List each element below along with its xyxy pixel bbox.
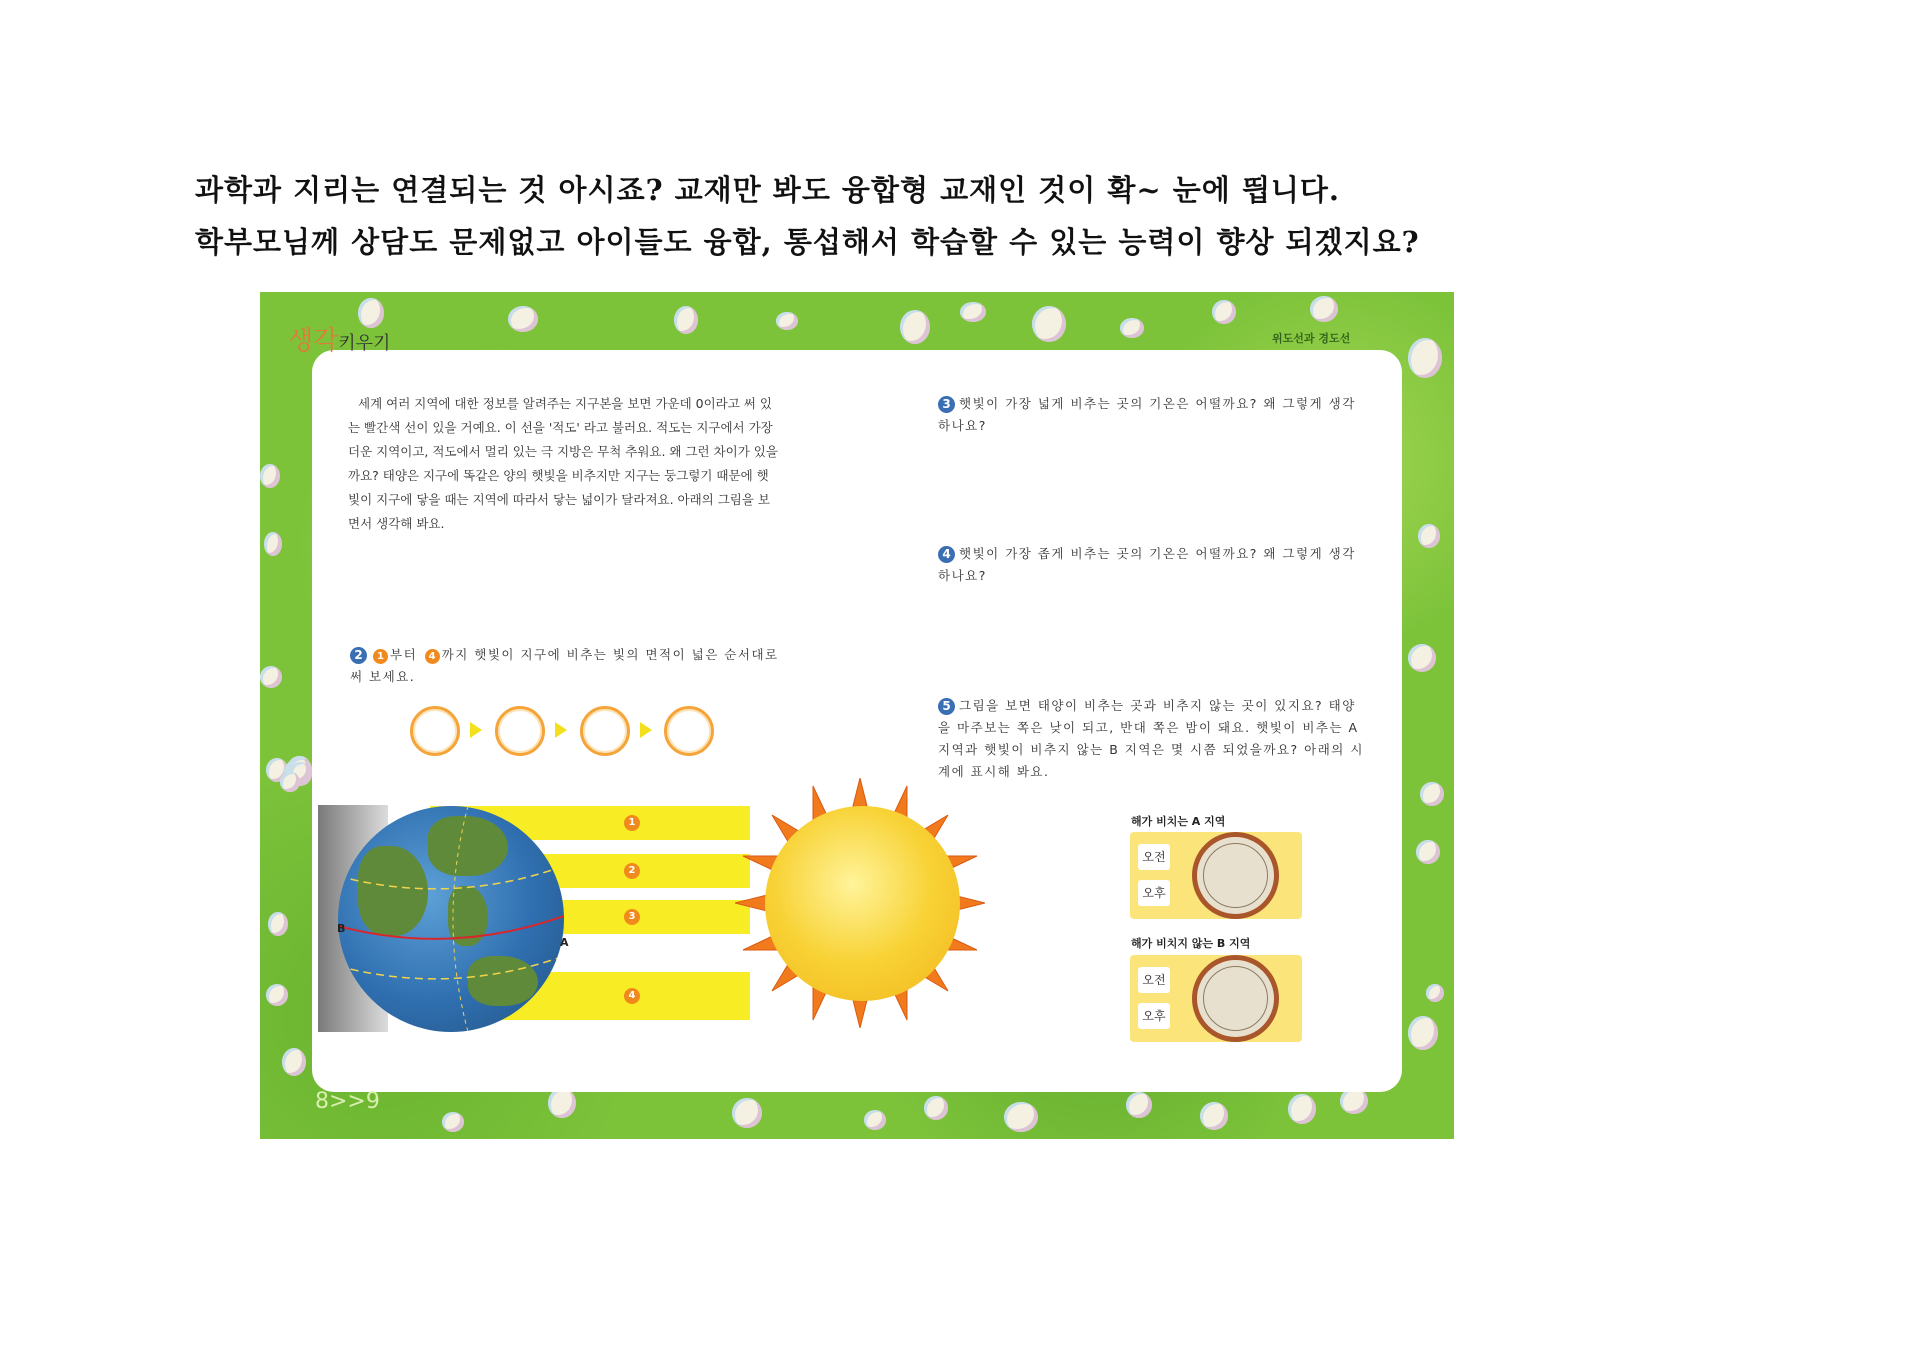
clock-inner-ring <box>1203 966 1268 1031</box>
decor-dot <box>776 312 798 330</box>
band-number: 3 <box>624 909 640 925</box>
band-number-from: 1 <box>373 649 388 664</box>
clock-face-icon[interactable] <box>1192 955 1279 1042</box>
decor-dot <box>282 1048 306 1076</box>
band-number: 2 <box>624 863 640 879</box>
answer-ring[interactable] <box>580 706 630 756</box>
decor-dot <box>1408 644 1436 672</box>
question-number: 4 <box>938 546 955 563</box>
arrow-right-icon <box>640 722 652 738</box>
decor-dot <box>924 1096 948 1120</box>
question-number: 2 <box>350 647 367 664</box>
clock-b-label: 해가 비치지 않는 B 지역 <box>1131 937 1251 950</box>
page-numbers: 8>>9 <box>315 1089 380 1114</box>
decor-dot <box>1120 318 1144 338</box>
decor-dot <box>1408 338 1442 378</box>
headline-line-1: 과학과 지리는 연결되는 것 아시죠? 교재만 봐도 융합형 교재인 것이 확~ 눈에 띕니다. <box>195 173 1341 207</box>
decor-dot <box>900 310 930 344</box>
decor-dot <box>260 666 282 688</box>
logo-big-text: 생각 <box>288 326 339 356</box>
answer-ring[interactable] <box>410 706 460 756</box>
decor-dot <box>1004 1102 1038 1132</box>
question-text: 햇빛이 가장 좁게 비추는 곳의 기온은 어떨까요? 왜 그렇게 생각하나요? <box>938 546 1356 583</box>
band-number: 1 <box>624 815 640 831</box>
arrow-right-icon <box>470 722 482 738</box>
band-number: 4 <box>624 988 640 1004</box>
band-number-to: 4 <box>425 649 440 664</box>
intro-paragraph: 세계 여러 지역에 대한 정보를 알려주는 지구본을 보면 가운데 0이라고 써 있는 빨간색 선이 있을 거예요. 이 선을 '적도' 라고 불러요. 적도는 지구에서 가장 더운 지역이고, 적도에서 멀리 있는 극 지방은 무척 추워요. 왜 그런 차이가 있을까요? 태양은 지구에 똑같은 양의 햇빛을 비추지만 지구는 둥그렇기 때문에 햇빛이 지구에 닿을 때는 지역에 따라서 닿는 넓이가 달라져요. 아래의 그림을 보면서 생각해 봐요. <box>348 396 778 531</box>
decor-dot <box>280 772 300 792</box>
am-button[interactable]: 오전 <box>1138 844 1170 870</box>
point-b-label: B <box>337 922 346 935</box>
topic-label: 위도선과 경도선 <box>1272 332 1351 345</box>
decor-dot <box>1200 1102 1228 1130</box>
decor-dot <box>264 532 282 556</box>
section-logo <box>288 320 390 357</box>
point-a-label: A <box>560 936 569 949</box>
am-button[interactable]: 오전 <box>1138 967 1170 993</box>
question-number: 5 <box>938 698 955 715</box>
question-3 <box>938 393 1368 437</box>
decor-dot <box>1288 1094 1316 1124</box>
decor-dot <box>548 1088 576 1118</box>
question-number: 3 <box>938 396 955 413</box>
decor-dot <box>1426 984 1444 1002</box>
question-2 <box>350 644 780 688</box>
decor-dot <box>266 984 288 1006</box>
decor-dot <box>1416 840 1440 864</box>
decor-dot <box>864 1110 886 1130</box>
question-4 <box>938 543 1368 587</box>
decor-dot <box>1420 782 1444 806</box>
decor-dot <box>1032 306 1066 342</box>
clock-a-label: 해가 비치는 A 지역 <box>1131 815 1226 828</box>
clock-a-panel <box>1130 832 1302 919</box>
decor-dot <box>1126 1092 1152 1118</box>
clock-b-panel <box>1130 955 1302 1042</box>
answer-ring[interactable] <box>495 706 545 756</box>
clock-inner-ring <box>1203 843 1268 908</box>
logo-small-text: 키우기 <box>338 333 391 354</box>
decor-dot <box>508 306 538 332</box>
decor-dot <box>674 306 698 334</box>
clock-face-icon[interactable] <box>1192 832 1279 919</box>
answer-ring[interactable] <box>664 706 714 756</box>
decor-dot <box>1408 1016 1438 1050</box>
question-text-part: 부터 <box>390 647 418 662</box>
decor-dot <box>1418 524 1440 548</box>
decor-dot <box>268 912 288 936</box>
headline-line-2: 학부모님께 상담도 문제없고 아이들도 융합, 통섭해서 학습할 수 있는 능력이 향상 되겠지요? <box>195 225 1420 259</box>
decor-dot <box>1212 300 1236 324</box>
decor-dot <box>1310 296 1338 322</box>
decor-dot <box>442 1112 464 1132</box>
decor-dot <box>732 1098 762 1128</box>
globe-lines <box>338 806 564 1032</box>
sun-icon <box>765 806 960 1001</box>
decor-dot <box>260 464 280 488</box>
decor-dot <box>960 302 986 322</box>
question-text-part: 까지 햇빛이 지구에 비추는 빛의 면적이 넓은 순서대로 써 보세요. <box>350 647 779 684</box>
question-5 <box>938 695 1368 783</box>
question-text: 그림을 보면 태양이 비추는 곳과 비추지 않는 곳이 있지요? 태양을 마주보는 쪽은 낮이 되고, 반대 쪽은 밤이 돼요. 햇빛이 비추는 A 지역과 햇빛이 비추지 않는 B 지역은 몇 시쯤 되었을까요? 아래의 시계에 표시해 봐요. <box>938 698 1364 779</box>
question-text: 햇빛이 가장 넓게 비추는 곳의 기온은 어떨까요? 왜 그렇게 생각하나요? <box>938 396 1356 433</box>
pm-button[interactable]: 오후 <box>1138 880 1170 906</box>
arrow-right-icon <box>555 722 567 738</box>
pm-button[interactable]: 오후 <box>1138 1003 1170 1029</box>
earth-globe-icon <box>338 806 564 1032</box>
